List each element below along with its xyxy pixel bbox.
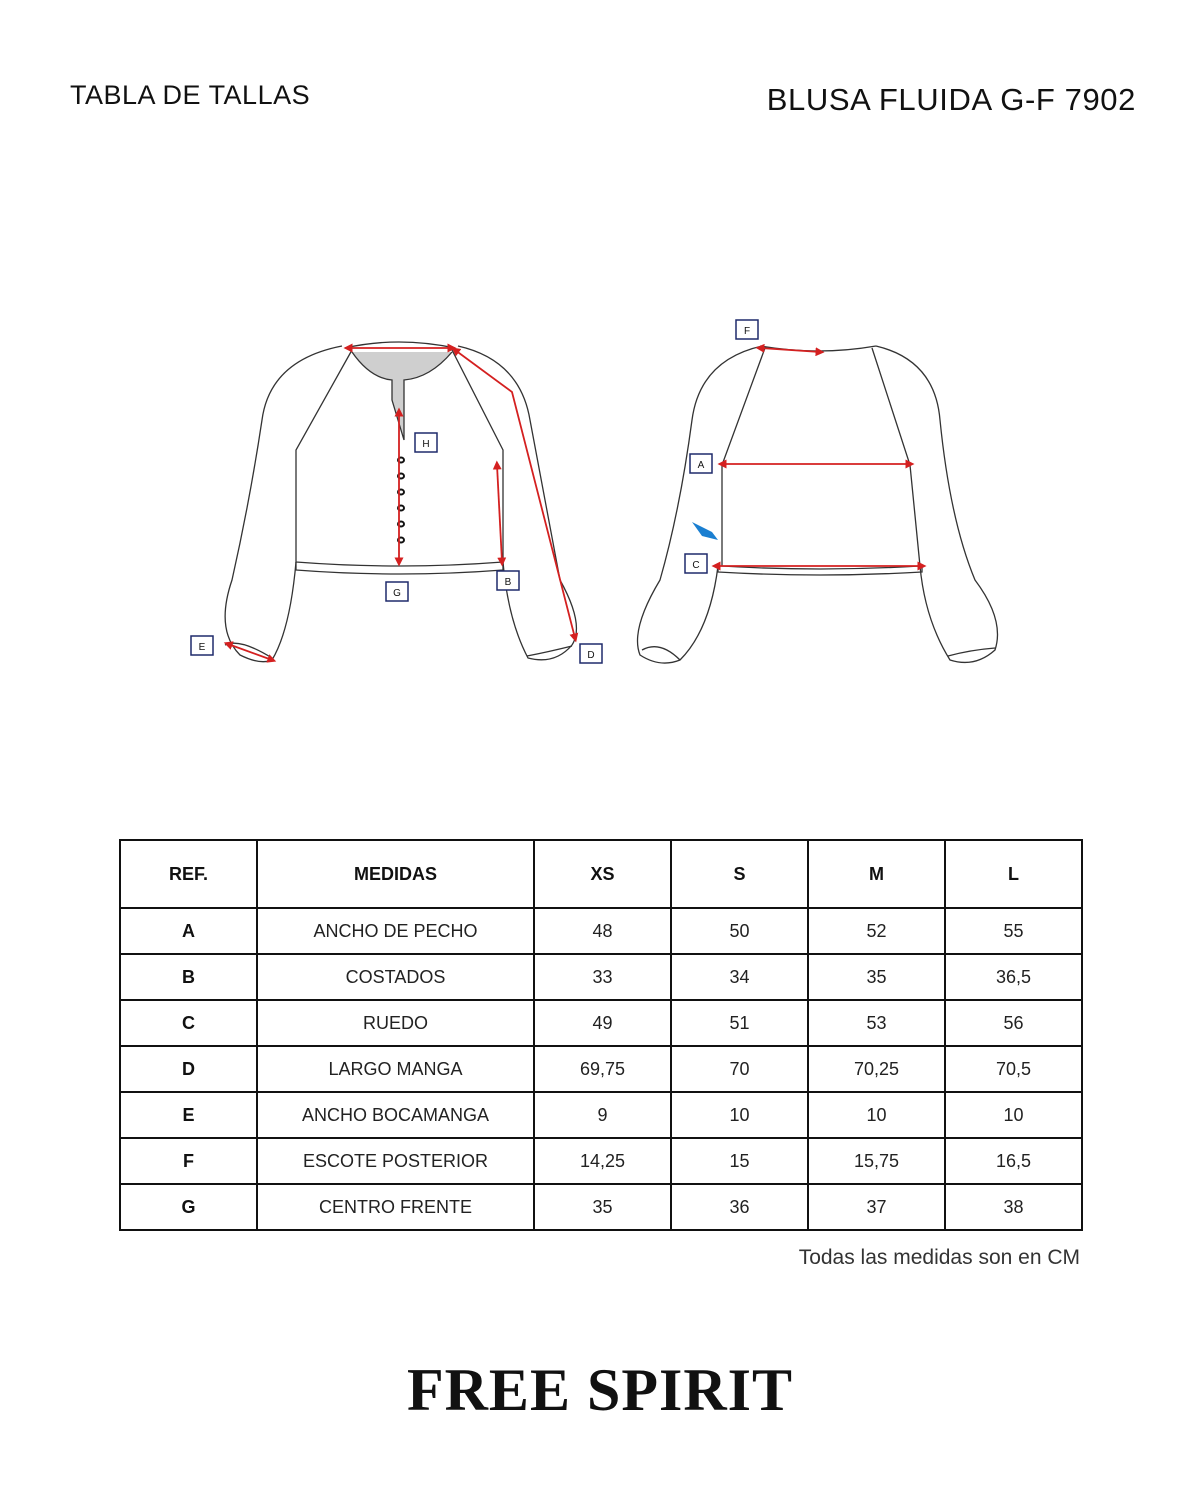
units-note: Todas las medidas son en CM <box>798 1246 1080 1269</box>
cell-s: 36 <box>671 1184 808 1230</box>
size-chart-title: TABLA DE TALLAS <box>70 80 311 110</box>
col-s: S <box>671 840 808 908</box>
cell-s: 34 <box>671 954 808 1000</box>
size-table <box>119 839 1083 1231</box>
table-row <box>120 1000 1082 1046</box>
cell-l: 38 <box>945 1184 1082 1230</box>
cell-s: 51 <box>671 1000 808 1046</box>
label-g: G <box>393 588 401 599</box>
garment-diagram <box>0 300 1200 700</box>
cell-ref: B <box>120 954 257 1000</box>
cell-m: 52 <box>808 908 945 954</box>
front-view <box>225 342 576 662</box>
measure-label-boxes <box>191 320 758 663</box>
label-d: D <box>587 650 595 661</box>
cell-xs: 48 <box>534 908 671 954</box>
cell-xs: 14,25 <box>534 1138 671 1184</box>
label-c: C <box>692 560 700 571</box>
cell-m: 53 <box>808 1000 945 1046</box>
cell-l: 10 <box>945 1092 1082 1138</box>
table-header-row <box>120 840 1082 908</box>
label-b: B <box>504 577 512 588</box>
cell-ref: A <box>120 908 257 954</box>
cell-xs: 69,75 <box>534 1046 671 1092</box>
cell-s: 50 <box>671 908 808 954</box>
cell-m: 37 <box>808 1184 945 1230</box>
cell-s: 10 <box>671 1092 808 1138</box>
table-row <box>120 1184 1082 1230</box>
cell-l: 16,5 <box>945 1138 1082 1184</box>
cell-xs: 9 <box>534 1092 671 1138</box>
table-row <box>120 908 1082 954</box>
cell-measure: CENTRO FRENTE <box>257 1184 534 1230</box>
cell-xs: 35 <box>534 1184 671 1230</box>
cell-measure: COSTADOS <box>257 954 534 1000</box>
cell-ref: G <box>120 1184 257 1230</box>
cell-measure: ANCHO DE PECHO <box>257 908 534 954</box>
label-e: E <box>198 642 206 653</box>
table-row <box>120 1092 1082 1138</box>
cell-m: 35 <box>808 954 945 1000</box>
label-h: H <box>422 439 430 450</box>
col-l: L <box>945 840 1082 908</box>
back-measure-lines <box>716 348 922 566</box>
table-row <box>120 1046 1082 1092</box>
cell-l: 70,5 <box>945 1046 1082 1092</box>
brand-logo: FREE SPIRIT <box>406 1357 794 1423</box>
cell-m: 10 <box>808 1092 945 1138</box>
cell-ref: C <box>120 1000 257 1046</box>
product-name: BLUSA FLUIDA G-F 7902 <box>766 82 1136 117</box>
col-xs: XS <box>534 840 671 908</box>
cell-s: 15 <box>671 1138 808 1184</box>
col-medidas: MEDIDAS <box>257 840 534 908</box>
back-view <box>638 346 998 663</box>
table-row <box>120 1138 1082 1184</box>
cell-measure: RUEDO <box>257 1000 534 1046</box>
cell-l: 55 <box>945 908 1082 954</box>
cell-measure: ANCHO BOCAMANGA <box>257 1092 534 1138</box>
col-m: M <box>808 840 945 908</box>
col-ref: REF. <box>120 840 257 908</box>
cell-m: 70,25 <box>808 1046 945 1092</box>
cell-l: 36,5 <box>945 954 1082 1000</box>
cell-m: 15,75 <box>808 1138 945 1184</box>
cell-ref: D <box>120 1046 257 1092</box>
cell-ref: E <box>120 1092 257 1138</box>
fabric-swatch <box>692 522 718 540</box>
cell-measure: LARGO MANGA <box>257 1046 534 1092</box>
cell-measure: ESCOTE POSTERIOR <box>257 1138 534 1184</box>
label-f: F <box>743 326 751 337</box>
cell-l: 56 <box>945 1000 1082 1046</box>
cell-s: 70 <box>671 1046 808 1092</box>
cell-xs: 49 <box>534 1000 671 1046</box>
cell-xs: 33 <box>534 954 671 1000</box>
table-row <box>120 954 1082 1000</box>
label-a: A <box>697 460 705 471</box>
cell-ref: F <box>120 1138 257 1184</box>
